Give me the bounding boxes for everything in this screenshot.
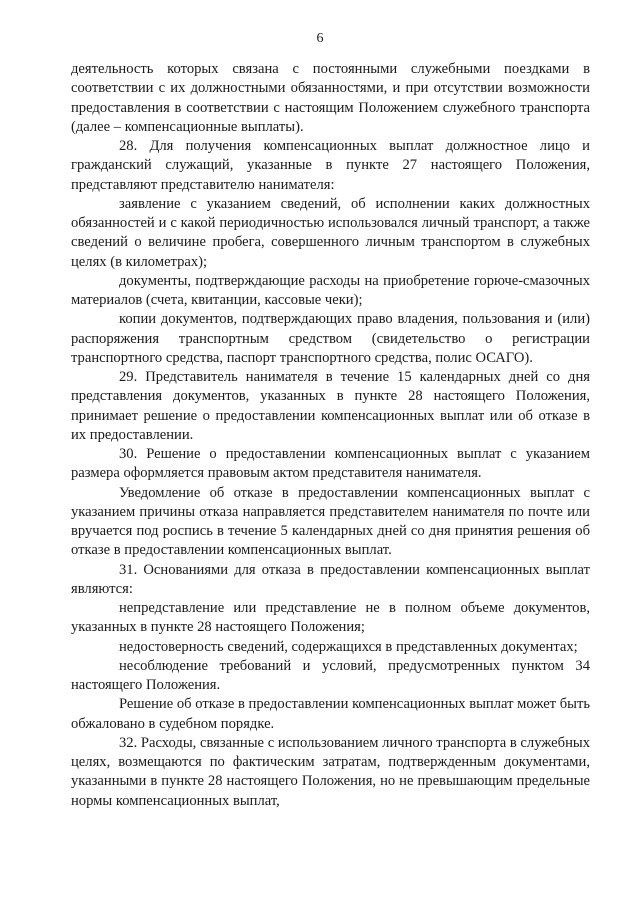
page-number: 6 xyxy=(316,31,324,46)
paragraph-29: 29. Представитель нанимателя в течение 15 календарных дней со дня представления документов, указанных в пункте 28 настоящего Положения, принимает решение о предоставлении компенсационных выплат или об отказе в их предоставлении. xyxy=(71,369,590,443)
list-item-statement: заявление с указанием сведений, об исполнении каких должностных обязанностей и с какой периодичностью использовался личный транспорт, а также сведений о величине пробега, совершенного личным транспортом в служебных целях (в километрах); xyxy=(71,195,590,270)
list-item-ownership-copies: копии документов, подтверждающих право владения, пользования и (или) распоряжения транспортным средством (свидетельство о регистрации транспортного средства, паспорт транспортного средства, полис ОСАГО). xyxy=(71,311,590,366)
paragraph-30: 30. Решение о предоставлении компенсационных выплат с указанием размера оформляется правовым актом представителя нанимателя. xyxy=(71,446,590,482)
paragraph-31: 31. Основаниями для отказа в предоставлении компенсационных выплат являются: xyxy=(71,561,590,597)
list-item-incomplete-documents: непредставление или представление не в полном объеме документов, указанных в пункте 28 настоящего Положения; xyxy=(71,600,590,636)
paragraph-32: 32. Расходы, связанные с использованием личного транспорта в служебных целях, возмещаются по фактическим затратам, подтвержденным документами, указанными в пункте 28 настоящего Положения, но не превышающим предельные нормы компенсационных выплат, xyxy=(71,734,590,809)
paragraph-refusal-notice: Уведомление об отказе в предоставлении компенсационных выплат с указанием причины отказа направляется представителем нанимателя по почте или вручается под роспись в течение 5 календарных дней со дня принятия решения об отказе в предоставлении компенсационных выплат. xyxy=(71,484,590,559)
paragraph-28: 28. Для получения компенсационных выплат должностное лицо и гражданский служащий, указанные в пункте 27 настоящего Положения, представляют представителю нанимателя: xyxy=(71,138,590,193)
list-item-noncompliance: несоблюдение требований и условий, предусмотренных пунктом 34 настоящего Положения. xyxy=(71,657,590,693)
paragraph-continuation: деятельность которых связана с постоянными служебными поездками в соответствии с их должностными обязанностями, и при отсутствии возможности предоставления в соответствии с настоящим Положением служебного транспорта (далее – компенсационные выплаты). xyxy=(71,61,590,135)
paragraph-appeal: Решение об отказе в предоставлении компенсационных выплат может быть обжаловано в судебном порядке. xyxy=(71,696,590,732)
document-body xyxy=(71,60,590,811)
list-item-fuel-documents: документы, подтверждающие расходы на приобретение горюче-смазочных материалов (счета, квитанции, кассовые чеки); xyxy=(71,272,590,308)
list-item-inaccurate-data: недостоверность сведений, содержащихся в представленных документах; xyxy=(119,638,578,655)
